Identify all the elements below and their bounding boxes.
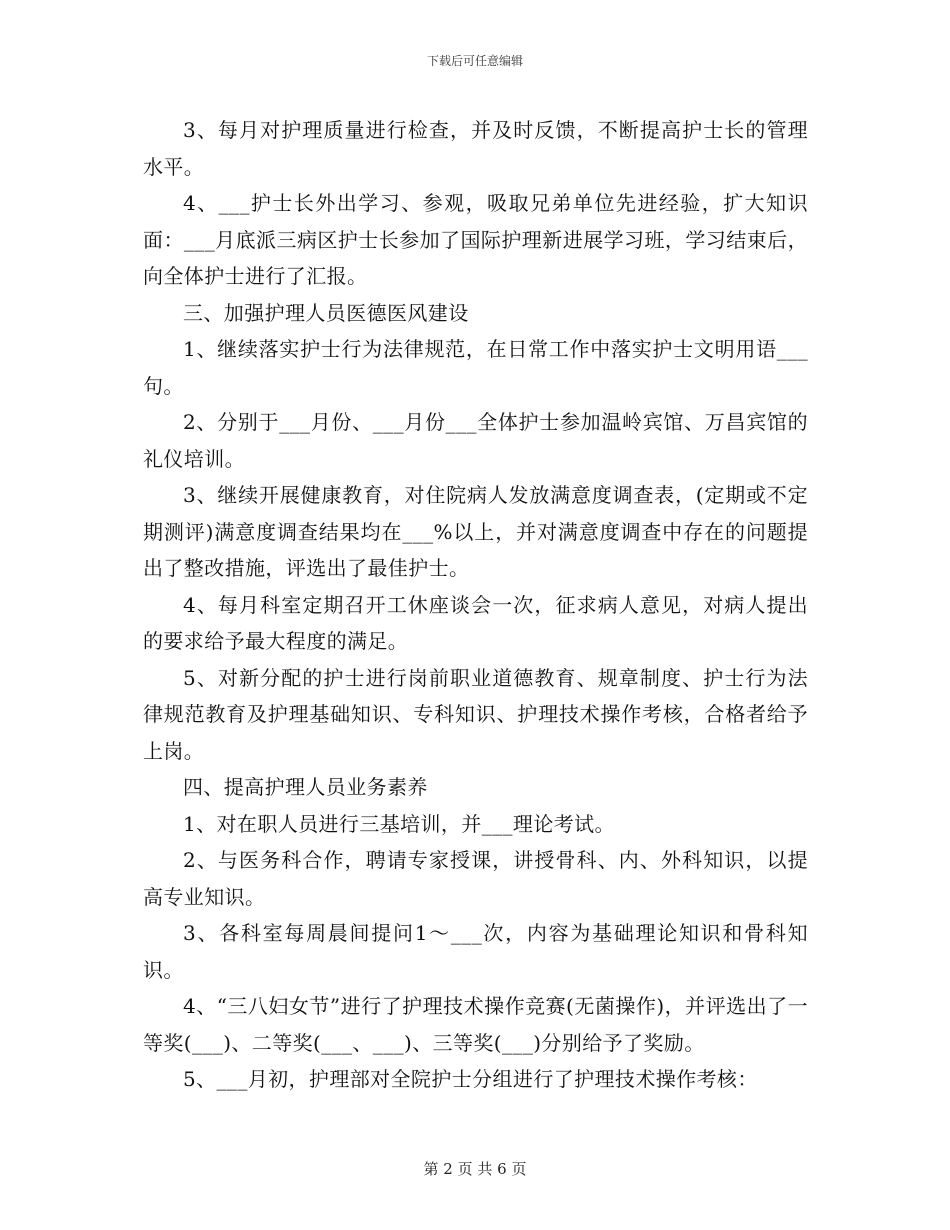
- paragraph: 5、___月初，护理部对全院护士分组进行了护理技术操作考核：: [183, 1067, 758, 1091]
- page-footer: 第 2 页 共 6 页: [423, 1160, 527, 1178]
- document-body: [143, 112, 808, 1098]
- paragraph: 3、继续开展健康教育，对住院病人发放满意度调查表，(定期或不定期测评)满意度调查结果均在___%以上，并对满意度调查中存在的问题提出了整改措施，评选出了最佳护士。: [143, 483, 808, 580]
- paragraph: 4、“三八妇女节”进行了护理技术操作竞赛(无菌操作)，并评选出了一等奖(___)、二等奖(___、___)、三等奖(___)分别给予了奖励。: [143, 994, 808, 1055]
- paragraph: 4、___护士长外出学习、参观，吸取兄弟单位先进经验，扩大知识面：___月底派三病区护士长参加了国际护理新进展学习班，学习结束后，向全体护士进行了汇报。: [143, 191, 808, 288]
- paragraph: 1、对在职人员进行三基培训，并___理论考试。: [183, 811, 615, 836]
- paragraph: 4、每月科室定期召开工休座谈会一次，征求病人意见，对病人提出的要求给予最大程度的满足。: [143, 592, 808, 653]
- paragraph: 2、分别于___月份、___月份___全体护士参加温岭宾馆、万昌宾馆的礼仪培训。: [143, 410, 808, 471]
- paragraph: 3、每月对护理质量进行检查，并及时反馈，不断提高护士长的管理水平。: [143, 118, 808, 179]
- section-heading: 四、提高护理人员业务素养: [183, 775, 428, 799]
- paragraph: 1、继续落实护士行为法律规范，在日常工作中落实护士文明用语___句。: [143, 337, 808, 398]
- section-heading: 三、加强护理人员医德医风建设: [183, 300, 469, 325]
- paragraph: 2、与医务科合作，聘请专家授课，讲授骨科、内、外科知识，以提高专业知识。: [143, 848, 808, 909]
- page-header: 下载后可任意编辑: [426, 54, 523, 68]
- paragraph: 3、各科室每周晨间提问1～___次，内容为基础理论知识和骨科知识。: [143, 921, 808, 982]
- paragraph: 5、对新分配的护士进行岗前职业道德教育、规章制度、护士行为法律规范教育及护理基础知识、专科知识、护理技术操作考核，合格者给予上岗。: [143, 665, 808, 763]
